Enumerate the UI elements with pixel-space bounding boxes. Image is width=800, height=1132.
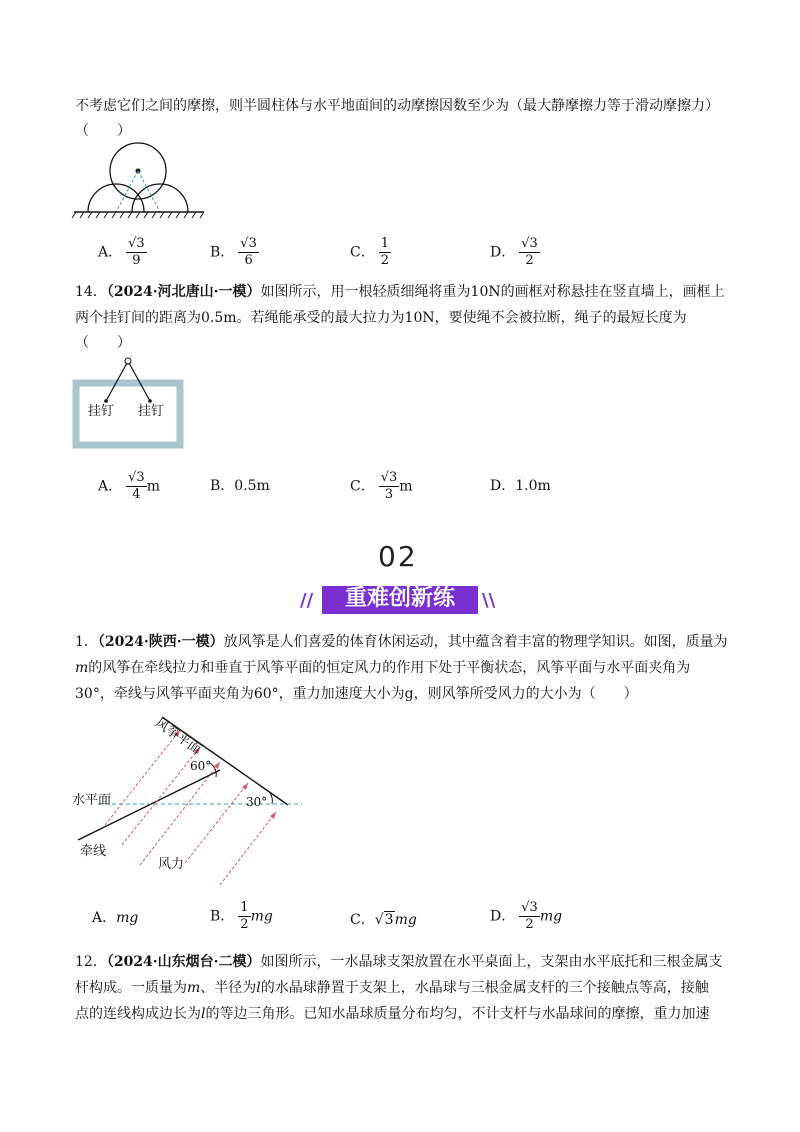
q13-option-d[interactable]: D． $\frac{√3}{2}$: [490, 236, 538, 268]
q1-label-angle60: 60°: [190, 759, 212, 773]
q13-figure: [70, 140, 210, 225]
q13-option-c[interactable]: C． $\frac{1}{2}$: [350, 236, 389, 268]
q12-number: 12．: [75, 954, 107, 970]
q13-paren: （ ）: [75, 123, 131, 139]
q1-text-line2: m的风筝在牵线拉力和垂直于风筝平面的恒定风力的作用下处于平衡状态，风筝平面与水平面夹角为: [75, 660, 691, 676]
q14-option-b[interactable]: B．0.5m: [210, 478, 270, 494]
q13-option-a[interactable]: A． $\frac{√3}{9}$: [98, 236, 145, 268]
q1-label-wind: 风力: [158, 857, 185, 872]
section-slash-right: \\: [482, 590, 496, 611]
q1-label-string: 牵线: [80, 844, 107, 859]
q12-text-line2: 杆构成。一质量为m、半径为l的水晶球静置于支架上，水晶球与三根金属支杆的三个接触点等高，接触: [75, 980, 709, 996]
q14-text-line1: 14．（2024·河北唐山·一模）如图所示，用一根轻质细绳将重为10N的画框对称悬挂在竖直墙上，画框上: [75, 284, 725, 300]
q12-text-line1: 12．（2024·山东烟台·二模）如图所示，一水晶球支架放置在水平桌面上，支架由水平底托和三根金属支: [75, 954, 723, 970]
q14-text-line2: 两个挂钉间的距离为0.5m。若绳能承受的最大拉力为10N，要使绳不会被拉断，绳子的最短长度为: [75, 310, 687, 326]
q1-option-a[interactable]: A．mg: [92, 910, 139, 926]
q14-paren: （ ）: [75, 335, 131, 351]
q12-source: （2024·山东烟台·二模）: [106, 954, 261, 970]
q1-option-b[interactable]: B． $\frac{1}{2}$ mg: [210, 900, 273, 932]
q1-label-kite-plane: 风筝平面: [152, 715, 204, 758]
q1-option-d[interactable]: D． $\frac{√3}{2}$ mg: [490, 900, 563, 932]
q14-nail-left-label: 挂钉: [88, 404, 115, 419]
q1-label-horizontal: 水平面: [72, 793, 112, 808]
q14-option-d[interactable]: D．1.0m: [490, 478, 551, 494]
q13-option-b[interactable]: B． $\frac{√3}{6}$: [210, 236, 257, 268]
q1-label-angle30: 30°: [246, 795, 268, 809]
section-title: 重难创新练: [344, 586, 455, 611]
q14-nail-right-label: 挂钉: [138, 404, 165, 419]
q14-option-c[interactable]: C． $\frac{√3}{3}$ m: [350, 470, 413, 502]
section-slash-left: //: [300, 590, 314, 611]
q12-text-line3: 点的连线构成边长为l的等边三角形。已知水晶球质量分布均匀，不计支杆与水晶球间的摩擦，重力加速: [75, 1006, 710, 1022]
q14-number: 14．: [75, 284, 107, 300]
q14-source: （2024·河北唐山·一模）: [106, 284, 261, 300]
q13-text-line1: 不考虑它们之间的摩擦，则半圆柱体与水平地面间的动摩擦因数至少为（最大静摩擦力等于滑动摩擦力）: [75, 98, 719, 114]
section-number: 02: [378, 540, 418, 573]
q14-option-a[interactable]: A． $\frac{√3}{4}$ m: [98, 470, 160, 502]
q1-source: （2024·陕西·一模）: [97, 634, 224, 650]
q1-option-c[interactable]: C．√3mg: [350, 912, 417, 928]
q1-text-line1: 1．（2024·陕西·一模）放风筝是人们喜爱的体育休闲运动，其中蕴含着丰富的物理学知识。如图，质量为: [75, 634, 728, 650]
q1-number: 1．: [75, 634, 98, 650]
q1-text-line3: 30°，牵线与风筝平面夹角为60°，重力加速度大小为g，则风筝所受风力的大小为（ ）: [75, 686, 638, 702]
